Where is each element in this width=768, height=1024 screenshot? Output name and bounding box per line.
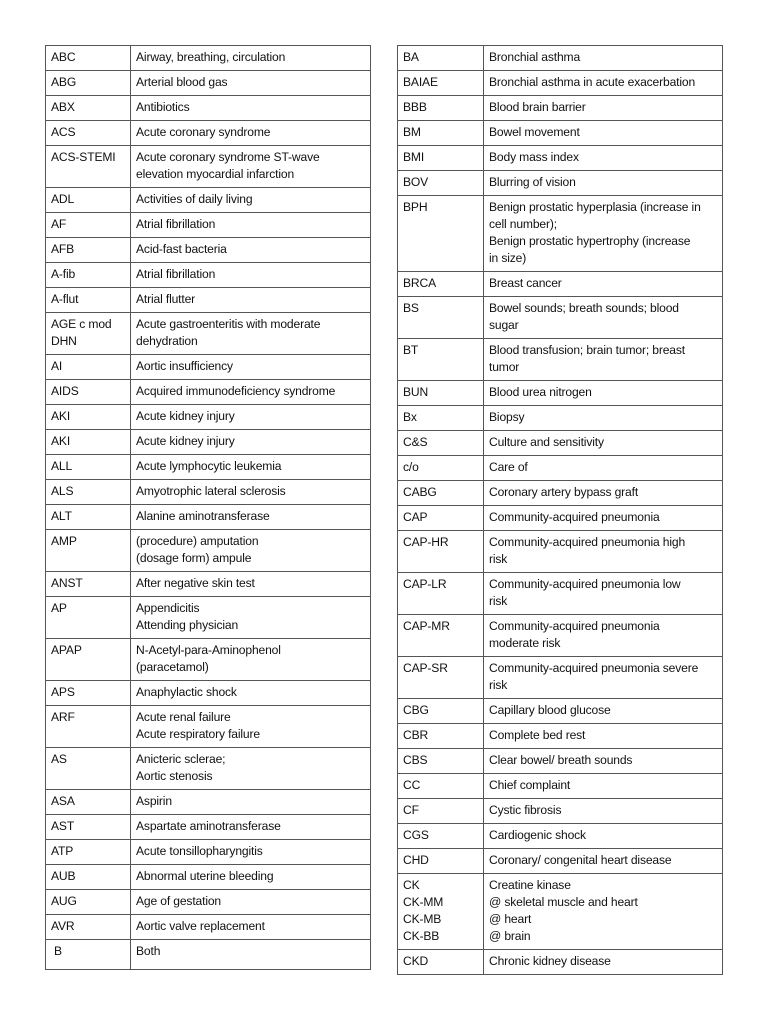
meaning-cell: Clear bowel/ breath sounds [484,749,723,774]
meaning-cell: Anicteric sclerae; Aortic stenosis [131,748,371,790]
abbreviation-cell: BM [398,121,484,146]
meaning-cell: Complete bed rest [484,724,723,749]
meaning-cell: Acquired immunodeficiency syndrome [131,380,371,405]
table-row [46,380,371,405]
meaning-cell: Chronic kidney disease [484,950,723,975]
meaning-cell: Appendicitis Attending physician [131,597,371,639]
abbreviation-cell: ALT [46,505,131,530]
meaning-cell: Aortic insufficiency [131,355,371,380]
table-row [398,46,723,71]
abbreviation-cell: B [46,940,131,970]
abbreviation-cell: AI [46,355,131,380]
table-row [398,96,723,121]
table-row [398,950,723,975]
meaning-cell: Activities of daily living [131,188,371,213]
table-row [46,790,371,815]
meaning-cell: Amyotrophic lateral sclerosis [131,480,371,505]
abbreviation-cell: BBB [398,96,484,121]
table-row [46,96,371,121]
meaning-cell: Acute tonsillopharyngitis [131,840,371,865]
abbreviation-cell: BT [398,339,484,381]
meaning-cell: Bowel movement [484,121,723,146]
meaning-cell: Community-acquired pneumonia [484,506,723,531]
abbreviation-cell: CAP-MR [398,615,484,657]
abbreviation-cell: ABG [46,71,131,96]
meaning-cell: Community-acquired pneumonia severe risk [484,657,723,699]
table-row [398,573,723,615]
meaning-cell: Acute kidney injury [131,405,371,430]
table-row [46,505,371,530]
meaning-cell: Airway, breathing, circulation [131,46,371,71]
abbreviation-cell: AP [46,597,131,639]
meaning-cell: (procedure) amputation (dosage form) ampule [131,530,371,572]
abbreviation-cell: ASA [46,790,131,815]
table-row [46,865,371,890]
table-row [46,840,371,865]
table-row [46,46,371,71]
abbreviation-cell: CKD [398,950,484,975]
meaning-cell: Care of [484,456,723,481]
meaning-cell: Blood urea nitrogen [484,381,723,406]
abbreviation-cell: BOV [398,171,484,196]
table-row [46,480,371,505]
abbreviation-cell: ABC [46,46,131,71]
table-row [398,874,723,950]
abbreviation-cell: CF [398,799,484,824]
table-row [398,121,723,146]
meaning-cell: Acute renal failure Acute respiratory failure [131,706,371,748]
table-row [398,774,723,799]
meaning-cell: Atrial flutter [131,288,371,313]
abbreviation-cell: CAP-HR [398,531,484,573]
abbreviation-cell: AMP [46,530,131,572]
abbreviation-cell: AGE c mod DHN [46,313,131,355]
meaning-cell: Abnormal uterine bleeding [131,865,371,890]
abbreviation-cell: BAIAE [398,71,484,96]
meaning-cell: Cardiogenic shock [484,824,723,849]
table-row [46,213,371,238]
meaning-cell: N-Acetyl-para-Aminophenol (paracetamol) [131,639,371,681]
table-row [46,530,371,572]
table-row [46,188,371,213]
abbreviation-cell: AIDS [46,380,131,405]
table-row [398,724,723,749]
meaning-cell: Bronchial asthma in acute exacerbation [484,71,723,96]
table-body-right [398,46,723,975]
table-row [398,481,723,506]
meaning-cell: Community-acquired pneumonia high risk [484,531,723,573]
meaning-cell: Alanine aminotransferase [131,505,371,530]
table-row [398,339,723,381]
table-row [46,915,371,940]
abbreviation-cell: ANST [46,572,131,597]
table-row [398,297,723,339]
abbreviation-cell: CK CK-MM CK-MB CK-BB [398,874,484,950]
meaning-cell: Antibiotics [131,96,371,121]
abbreviation-cell: BRCA [398,272,484,297]
abbreviation-cell: APS [46,681,131,706]
abbreviation-cell: CABG [398,481,484,506]
abbreviation-cell: AVR [46,915,131,940]
abbreviation-cell: AST [46,815,131,840]
abbreviation-cell: BUN [398,381,484,406]
table-row [398,456,723,481]
table-row [46,430,371,455]
meaning-cell: Blood transfusion; brain tumor; breast tumor [484,339,723,381]
abbreviation-cell: CBG [398,699,484,724]
meaning-cell: Atrial fibrillation [131,263,371,288]
abbreviation-cell: ARF [46,706,131,748]
table-row [398,381,723,406]
abbreviation-cell: CAP-SR [398,657,484,699]
meaning-cell: Acid-fast bacteria [131,238,371,263]
abbreviation-cell: ABX [46,96,131,121]
abbreviation-cell: CC [398,774,484,799]
meaning-cell: Acute kidney injury [131,430,371,455]
meaning-cell: Community-acquired pneumonia low risk [484,573,723,615]
abbreviation-cell: CBR [398,724,484,749]
meaning-cell: Anaphylactic shock [131,681,371,706]
meaning-cell: Bronchial asthma [484,46,723,71]
meaning-cell: Community-acquired pneumonia moderate risk [484,615,723,657]
table-row [46,238,371,263]
table-row [398,657,723,699]
abbreviation-cell: AF [46,213,131,238]
meaning-cell: Blood brain barrier [484,96,723,121]
table-row [46,288,371,313]
abbreviation-cell: CBS [398,749,484,774]
table-row [398,71,723,96]
table-row [46,748,371,790]
abbreviation-cell: AS [46,748,131,790]
meaning-cell: Arterial blood gas [131,71,371,96]
abbreviation-cell: AFB [46,238,131,263]
abbreviation-cell: APAP [46,639,131,681]
abbreviation-cell: ACS [46,121,131,146]
table-row [46,455,371,480]
abbreviation-cell: A-fib [46,263,131,288]
abbreviation-cell: CGS [398,824,484,849]
abbreviation-cell: BS [398,297,484,339]
abbreviation-cell: BA [398,46,484,71]
table-row [398,824,723,849]
meaning-cell: Culture and sensitivity [484,431,723,456]
table-row [398,749,723,774]
table-row [46,940,371,970]
table-row [398,171,723,196]
meaning-cell: Breast cancer [484,272,723,297]
abbreviation-cell: c/o [398,456,484,481]
abbreviation-cell: CHD [398,849,484,874]
meaning-cell: Cystic fibrosis [484,799,723,824]
meaning-cell: Acute lymphocytic leukemia [131,455,371,480]
meaning-cell: Acute coronary syndrome [131,121,371,146]
meaning-cell: Atrial fibrillation [131,213,371,238]
table-row [398,849,723,874]
table-row [46,146,371,188]
abbreviation-cell: A-flut [46,288,131,313]
meaning-cell: Blurring of vision [484,171,723,196]
table-row [46,71,371,96]
abbreviation-table-left [45,45,371,970]
table-row [46,572,371,597]
table-row [46,313,371,355]
meaning-cell: Acute coronary syndrome ST-wave elevation myocardial infarction [131,146,371,188]
table-row [398,406,723,431]
table-row [398,531,723,573]
meaning-cell: Benign prostatic hyperplasia (increase in cell number); Benign prostatic hypertrophy (increase in size) [484,196,723,272]
meaning-cell: Age of gestation [131,890,371,915]
abbreviation-cell: ALL [46,455,131,480]
abbreviation-table-right [397,45,723,975]
meaning-cell: Acute gastroenteritis with moderate dehydration [131,313,371,355]
table-row [46,890,371,915]
table-body-left [46,46,371,970]
abbreviation-cell: Bx [398,406,484,431]
table-row [398,699,723,724]
table-row [46,121,371,146]
abbreviation-cell: ACS-STEMI [46,146,131,188]
abbreviation-cell: ADL [46,188,131,213]
table-row [398,615,723,657]
table-row [46,706,371,748]
meaning-cell: Aspartate aminotransferase [131,815,371,840]
abbreviation-cell: BMI [398,146,484,171]
abbreviation-cell: AKI [46,430,131,455]
meaning-cell: Bowel sounds; breath sounds; blood sugar [484,297,723,339]
meaning-cell: Both [131,940,371,970]
meaning-cell: Aspirin [131,790,371,815]
meaning-cell: Chief complaint [484,774,723,799]
meaning-cell: Aortic valve replacement [131,915,371,940]
meaning-cell: Capillary blood glucose [484,699,723,724]
meaning-cell: Body mass index [484,146,723,171]
abbreviation-cell: ATP [46,840,131,865]
meaning-cell: Creatine kinase @ skeletal muscle and heart @ heart @ brain [484,874,723,950]
abbreviation-cell: AUG [46,890,131,915]
meaning-cell: Coronary artery bypass graft [484,481,723,506]
abbreviation-cell: AUB [46,865,131,890]
table-row [46,597,371,639]
table-row [398,431,723,456]
table-row [398,506,723,531]
table-row [398,196,723,272]
meaning-cell: Coronary/ congenital heart disease [484,849,723,874]
abbreviation-cell: AKI [46,405,131,430]
abbreviation-cell: C&S [398,431,484,456]
table-row [46,681,371,706]
abbreviation-cell: CAP-LR [398,573,484,615]
table-row [46,263,371,288]
meaning-cell: Biopsy [484,406,723,431]
meaning-cell: After negative skin test [131,572,371,597]
table-row [398,146,723,171]
table-row [46,815,371,840]
abbreviation-cell: BPH [398,196,484,272]
abbreviation-cell: CAP [398,506,484,531]
table-row [46,355,371,380]
table-row [46,405,371,430]
abbreviation-cell: ALS [46,480,131,505]
table-row [398,272,723,297]
table-row [46,639,371,681]
table-row [398,799,723,824]
